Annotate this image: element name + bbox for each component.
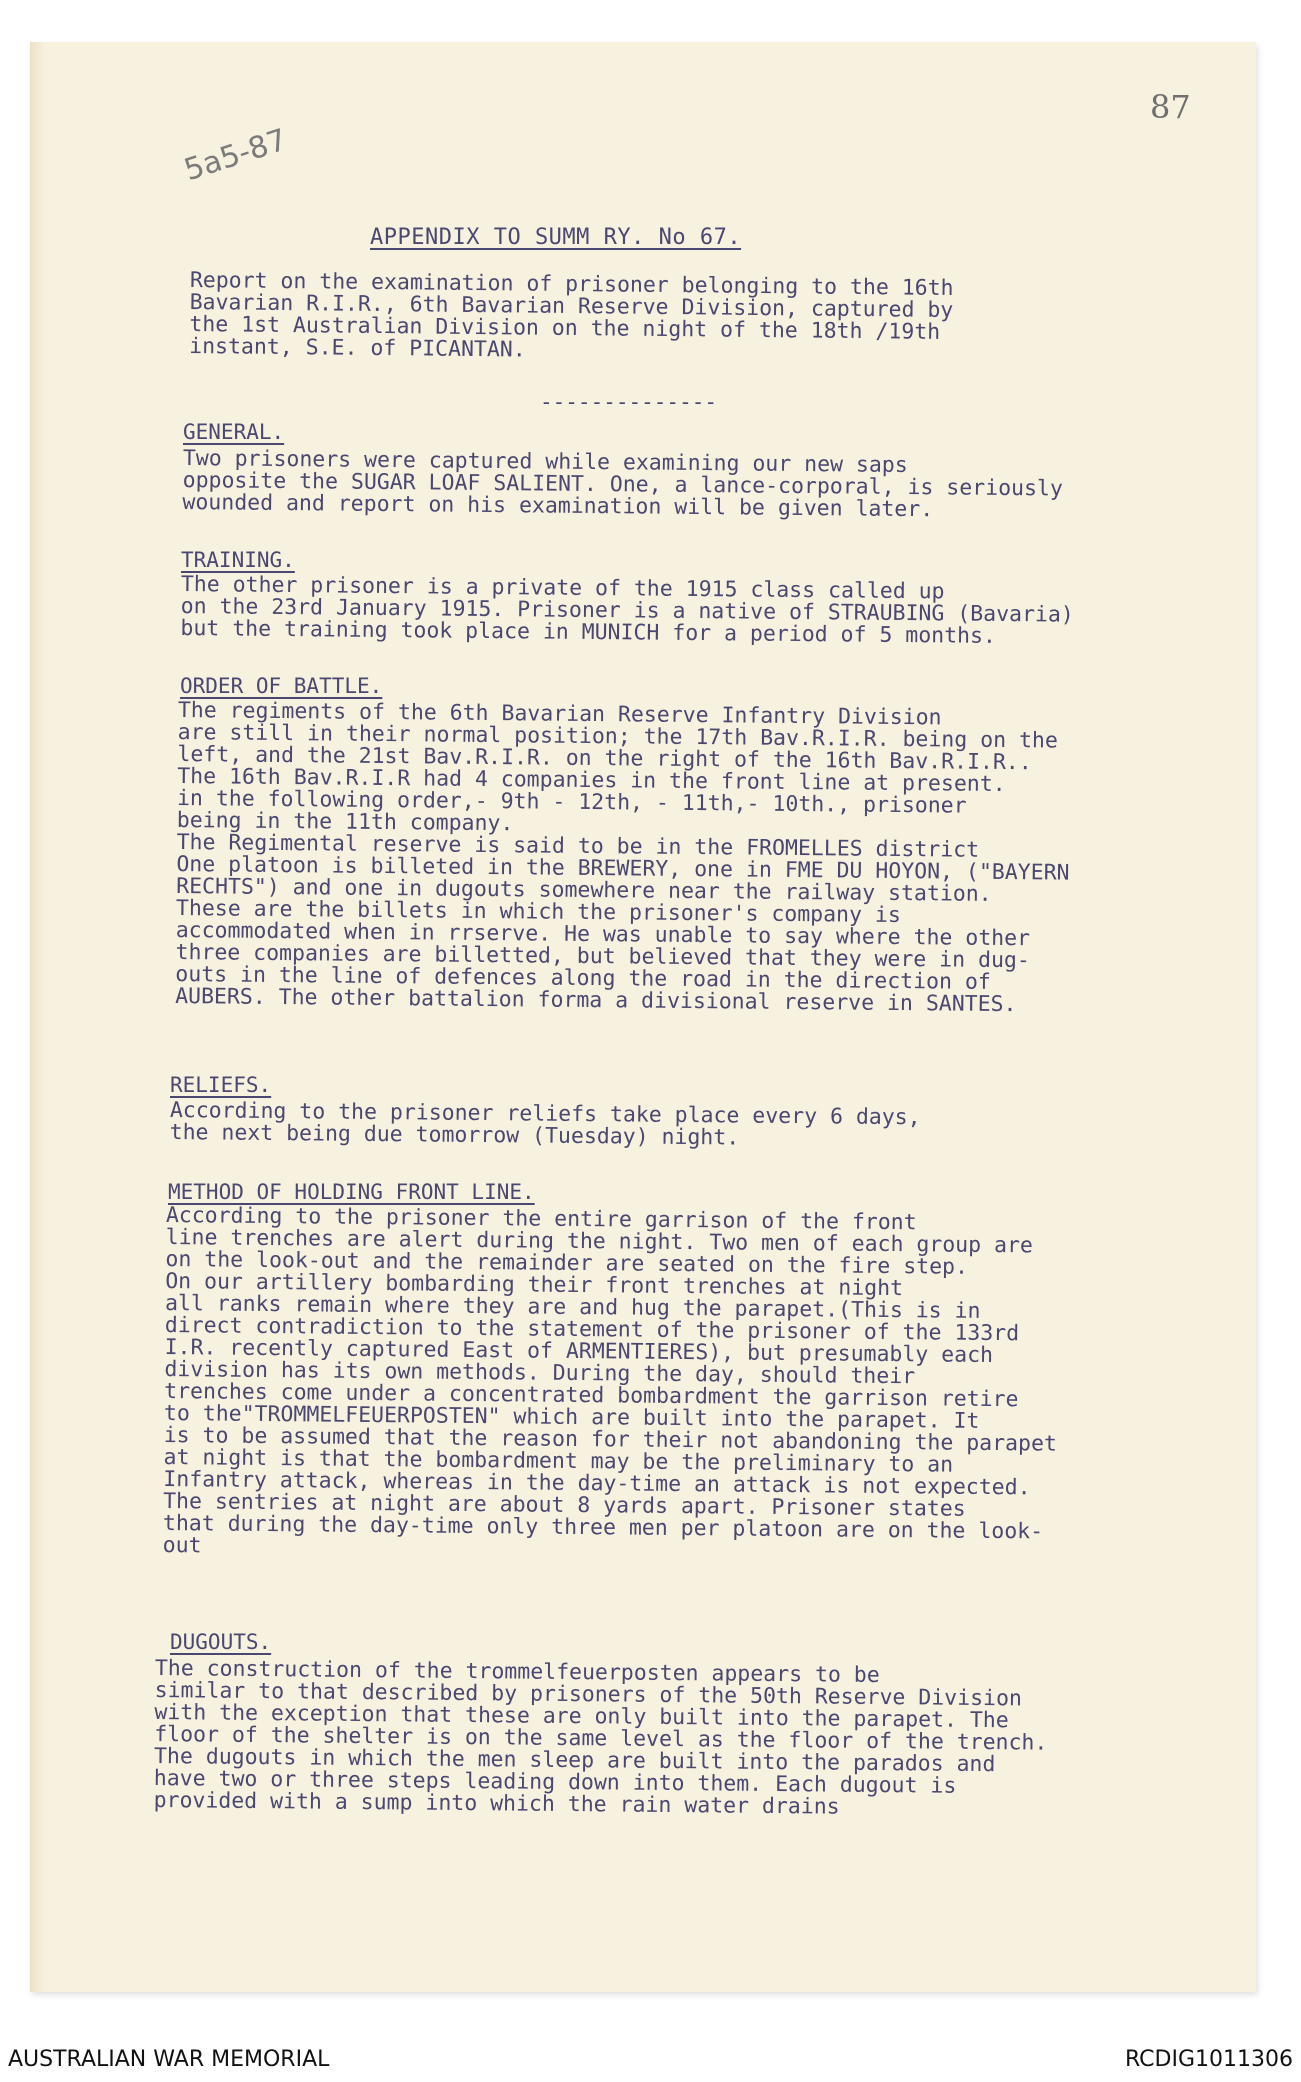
section-text-method-of-holding-front-line: According to the prisoner the entire garrison of the front line trenches are alert during the night. Two men of each group are on the look-out and the remainder are seated on the fire step. On our artillery bombarding their front trenches at night all ranks remain where they are and hug the parapet.(This is in direct contradiction to the statement of the prisoner of the 133rd I.R. recently captured East of ARMENTIERES), but presumably each division has its own methods. During the day, should their trenches come under a concentrated bombardment the garrison retire to the"TROMMELFEUERPOSTEN" which are built into the parapet. It is to be assumed that the reason for their not abandoning the parapet at night is that the bombardment may be the preliminary to an Infantry attack, whereas in the day-time an attack is not expected. The sentries at night are about 8 yards apart. Prisoner states that during the day-time only three men per platoon are on the look- out bbox=[162, 1203, 1058, 1559]
section-text-reliefs: According to the prisoner reliefs take place every 6 days, the next being due tomorrow (Tuesday) night. bbox=[169, 1098, 921, 1151]
section-heading-order-of-battle: ORDER OF BATTLE. bbox=[180, 674, 383, 698]
section-text-dugouts: The construction of the trommelfeuerposten appears to be similar to that described by prisoners of the 50th Reserve Division with the exception that these are only built into the parapet. The floor of the shelter is on the same level as the floor of the trench. The dugouts in which the men sleep are built into the parados and have two or three steps leading down into them. Each dugout is provided with a sump into which the rain water drains bbox=[153, 1656, 1048, 1820]
page-number: 87 bbox=[1150, 88, 1191, 126]
section-heading-training: TRAINING. bbox=[181, 548, 295, 572]
footer-institution: AUSTRALIAN WAR MEMORIAL bbox=[8, 2047, 330, 2072]
section-text-order-of-battle: The regiments of the 6th Bavarian Reserve Infantry Division are still in their normal position; the 17th Bav.R.I.R. being on the left, and the 21st Bav.R.I.R. on the right of the 16th Bav.R.I.R.. The 16th Bav.R.I.R had 4 companies in the front line at present. in the following order,- 9th - 12th, - 11th,- 10th., prisoner being in the 11th company. The Regimental reserve is said to be in the FROMELLES district One platoon is billeted in the BREWERY, one in FME DU HOYON, ("BAYERN RECHTS") and one in dugouts somewhere near the railway station. These are the billets in which the prisoner's company is accommodated when in rrserve. He was unable to say where the other three companies are billetted, but believed that they were in dug- outs in the line of defences along the road in the direction of AUBERS. The other battalion forma a divisional reserve in SANTES. bbox=[175, 698, 1070, 1018]
section-heading-method-of-holding-front-line: METHOD OF HOLDING FRONT LINE. bbox=[168, 1180, 535, 1204]
footer-record-id: RCDIG1011306 bbox=[1124, 2047, 1293, 2072]
section-heading-dugouts: DUGOUTS. bbox=[170, 1630, 272, 1654]
separator-line: -------------- bbox=[540, 390, 718, 414]
document-title: APPENDIX TO SUMM RY. No 67. bbox=[370, 225, 742, 250]
intro-paragraph: Report on the examination of prisoner belonging to the 16th Bavarian R.I.R., 6th Bavarian Reserve Division, captured by the 1st Australian Division on the night of the 18th /19th instant, S.E. of PICANTAN. bbox=[189, 268, 954, 363]
section-heading-reliefs: RELIEFS. bbox=[170, 1073, 272, 1097]
section-text-general: Two prisoners were captured while examining our new saps opposite the SUGAR LOAF SALIENT. One, a lance-corporal, is seriously wounded and report on his examination will be given later. bbox=[182, 446, 1063, 523]
section-heading-general: GENERAL. bbox=[183, 420, 285, 444]
section-text-training: The other prisoner is a private of the 1915 class called up on the 23rd January 1915. Prisoner is a native of STRAUBING (Bavaria) but the training took place in MUNICH for a period of 5 months. bbox=[180, 572, 1074, 649]
pencil-reference-note: 5a5-87 bbox=[180, 122, 292, 189]
